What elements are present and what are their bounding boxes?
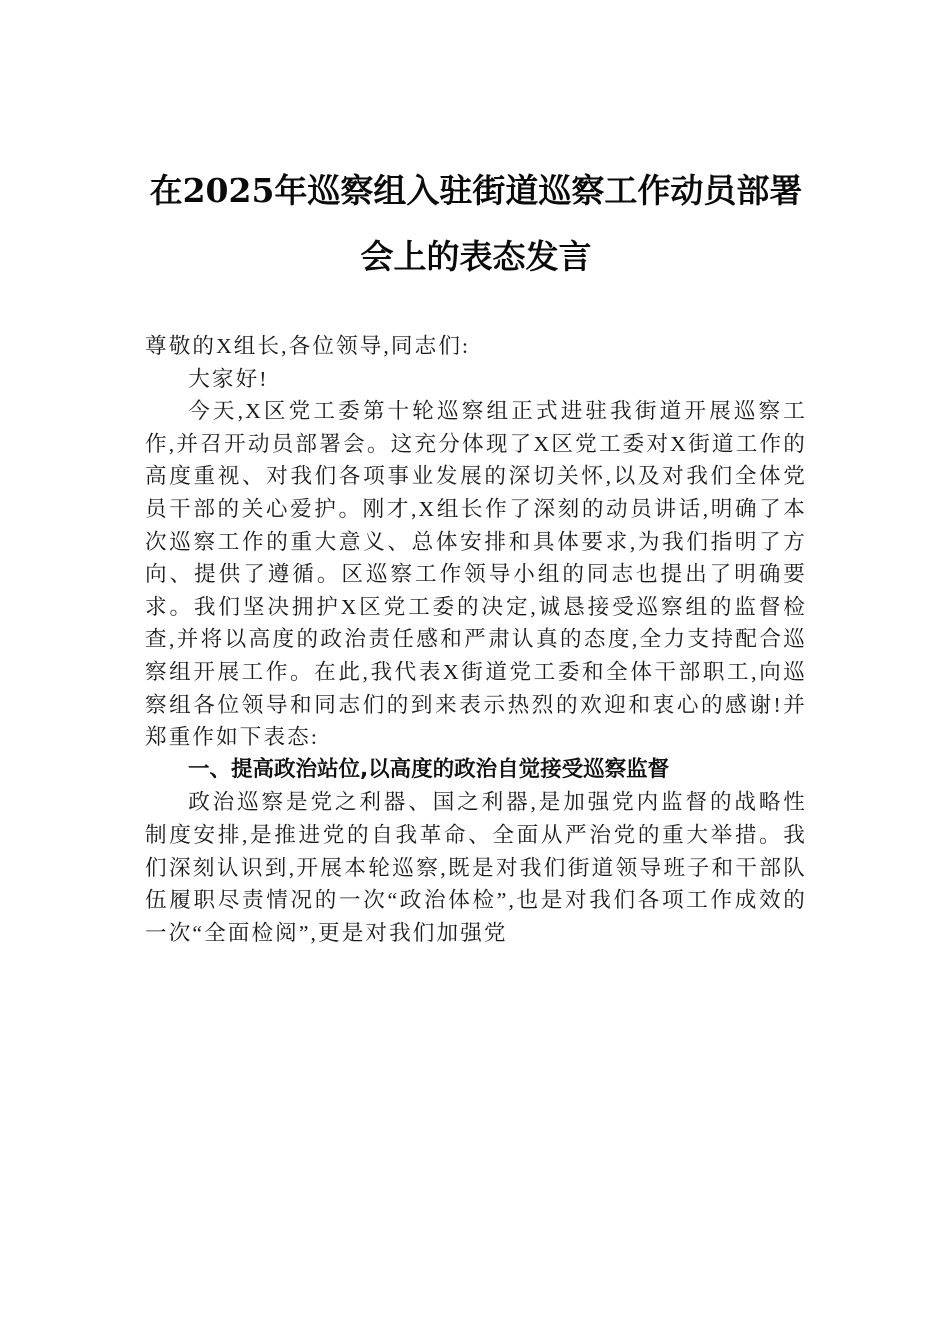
section-1-paragraph: 政治巡察是党之利器、国之利器,是加强党内监督的战略性制度安排,是推进党的自我革命、全面从严治党的重大举措。我们深刻认识到,开展本轮巡察,既是对我们街道领导班子和干部队伍履职尽责情况的一次“政治体检”,也是对我们各项工作成效的一次“全面检阅”,更是对我们加强党 [145, 790, 807, 945]
document-body [145, 330, 807, 949]
salutation: 尊敬的X组长,各位领导,同志们: [145, 334, 471, 358]
greeting: 大家好! [188, 366, 269, 391]
document-title: 在2025年巡察组入驻街道巡察工作动员部署会上的表态发言 [149, 171, 803, 276]
intro-paragraph: 今天,X区党工委第十轮巡察组正式进驻我街道开展巡察工作,并召开动员部署会。这充分体现了X区党工委对X街道工作的高度重视、对我们各项事业发展的深切关怀,以及对我们全体党员干部的关心爱护。刚才,X组长作了深刻的动员讲话,明确了本次巡察工作的重大意义、总体安排和具体要求,为我们指明了方向、提供了遵循。区巡察工作领导小组的同志也提出了明确要求。我们坚决拥护X区党工委的决定,诚恳接受巡察组的监督检查,并将以高度的政治责任感和严肃认真的态度,全力支持配合巡察组开展工作。在此,我代表X街道党工委和全体干部职工,向巡察组各位领导和同志们的到来表示热烈的欢迎和衷心的感谢!并郑重作如下表态: [145, 399, 807, 750]
section-heading-1: 一、提高政治站位,以高度的政治自觉接受巡察监督 [188, 756, 670, 782]
